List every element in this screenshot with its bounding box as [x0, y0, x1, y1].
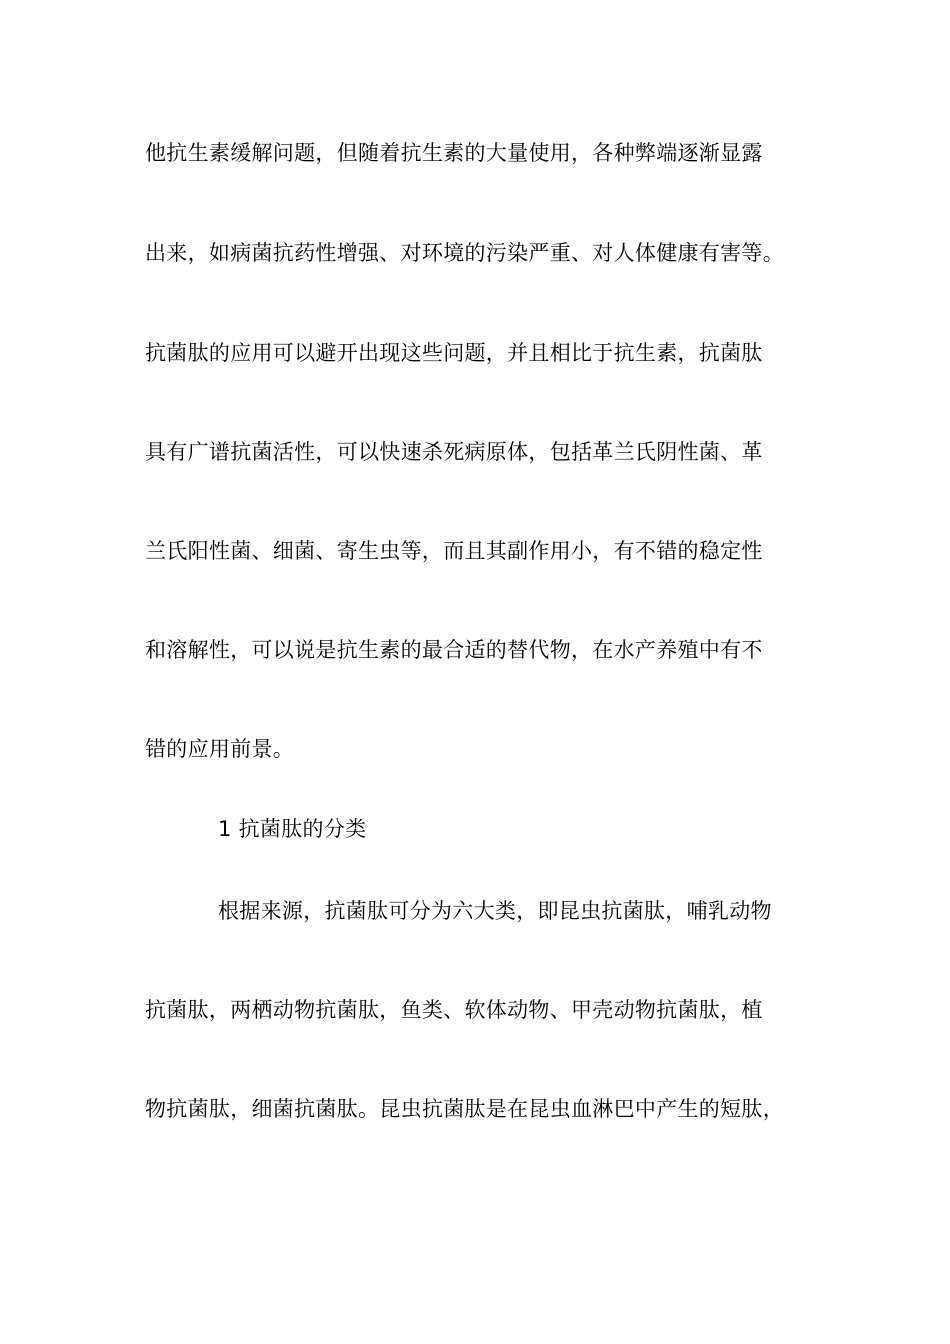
paragraph2-line-1: 根据来源，抗菌肽可分为六大类，即昆虫抗菌肽，哺乳动物 — [218, 899, 772, 923]
paragraph-line-4: 具有广谱抗菌活性，可以快速杀死病原体，包括革兰氏阴性菌、革 — [145, 440, 763, 464]
paragraph-line-5: 兰氏阳性菌、细菌、寄生虫等，而且其副作用小，有不错的稳定性 — [145, 539, 763, 563]
paragraph-line-2: 出来，如病菌抗药性增强、对环境的污染严重、对人体健康有害等。 — [145, 241, 784, 265]
paragraph-line-3: 抗菌肽的应用可以避开出现这些问题，并且相比于抗生素，抗菌肽 — [145, 341, 763, 365]
paragraph2-line-2: 抗菌肽，两栖动物抗菌肽，鱼类、软体动物、甲壳动物抗菌肽，植 — [145, 998, 763, 1022]
paragraph-line-1: 他抗生素缓解问题，但随着抗生素的大量使用，各种弊端逐渐显露 — [145, 141, 763, 165]
paragraph-line-7: 错的应用前景。 — [145, 737, 295, 761]
paragraph-line-6: 和溶解性，可以说是抗生素的最合适的替代物，在水产养殖中有不 — [145, 638, 763, 662]
section-heading: 1 抗菌肽的分类 — [218, 817, 367, 841]
paragraph2-line-3: 物抗菌肽，细菌抗菌肽。昆虫抗菌肽是在昆虫血淋巴中产生的短肽， — [145, 1097, 784, 1121]
